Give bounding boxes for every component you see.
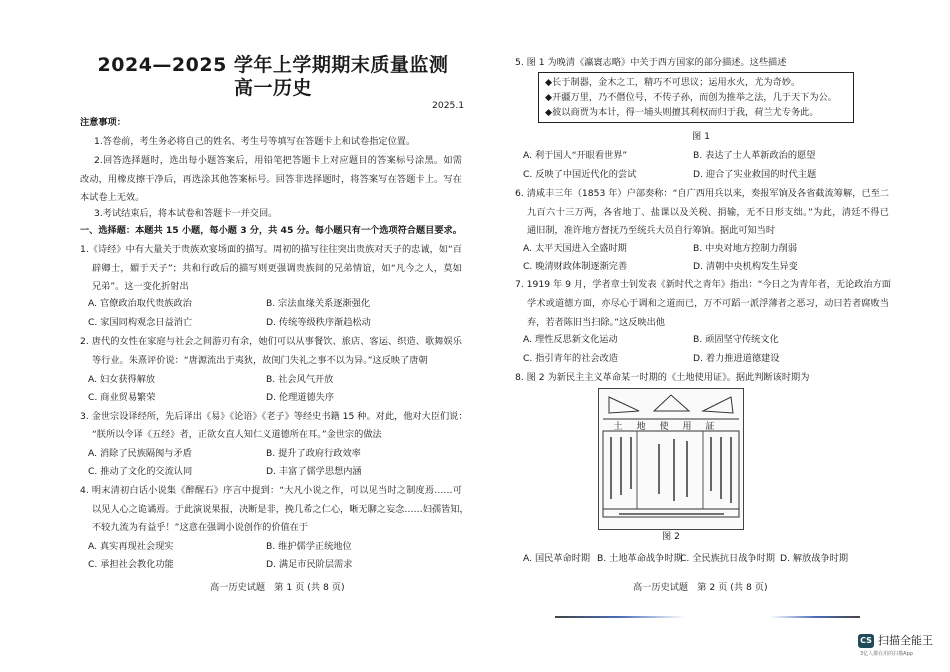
notice-heading: 注意事项： (80, 117, 126, 128)
page-footer: 高一历史试题 第 1 页 (共 8 页) (210, 582, 345, 593)
answer-option: C. 指引青年的社会改造 (523, 353, 618, 364)
answer-option: A. 真实再现社会现实 (88, 541, 174, 552)
scan-divider (770, 616, 860, 618)
question-text: 1.《诗经》中有大量关于贵族欢宴场面的描写。周初的描写往往突出贵族对天子的忠诚，如“百 (80, 244, 462, 255)
answer-option: D. 满足市民阶层需求 (266, 559, 353, 570)
question-text: 5. 图 1 为晚清《瀛寰志略》中关于西方国家的部分描述。这些描述 (515, 57, 787, 68)
certificate-title: 土地使用証 (613, 422, 729, 432)
figure-1-quote: ◆彼以商贾为本计，得一埔头则擅其利权而归于我，荷兰尤专务此。 (545, 107, 819, 118)
answer-option: A. 利于国人“开眼看世界” (523, 150, 628, 161)
question-text: 7. 1919 年 9 月，学者章士钊发表《新时代之青年》指出：“今日之为青年者，无论政治方面 (515, 279, 891, 290)
answer-option: A. 妇女获得解放 (88, 374, 156, 385)
answer-option: C. 承担社会教化功能 (88, 559, 174, 570)
answer-option: D. 着力推进道德建设 (693, 353, 780, 364)
question-text: 2. 唐代的女性在家庭与社会之间游刃有余，她们可以从事餐饮、旅店、客运、织造、歌舞娱乐 (80, 336, 462, 347)
question-text: 学术或道德方面，亦尽心于调和之道而已，万不可蹈一派浮薄者之恶习，动曰若者腐败当 (527, 298, 889, 309)
answer-option: D. 伦理道德失序 (266, 392, 335, 403)
answer-option: B. 中央对地方控制力削弱 (693, 243, 798, 254)
exam-title: 2024—2025 学年上学期期末质量监测 (97, 54, 449, 76)
figure-caption: 图 1 (692, 131, 710, 142)
answer-option: C. 商业贸易繁荣 (88, 392, 156, 403)
answer-option: B. 表达了士人革新政治的愿望 (693, 150, 816, 161)
answer-option: C. 全民族抗日战争时期 (680, 553, 775, 564)
question-text: 兄弟”。这一变化折射出 (92, 281, 189, 292)
notice-line: 改动，用橡皮擦干净后，再选涂其他答案标号。回答非选择题时，将答案写在答题卡上。写在 (80, 174, 462, 185)
answer-option: C. 家国同构观念日益消亡 (88, 317, 193, 328)
answer-option: D. 清朝中央机构发生异变 (693, 261, 798, 272)
question-text: 4. 明末清初白话小说集《醉醒石》序言中提到：“大凡小说之作，可以见当时之制度焉……可 (80, 485, 462, 496)
question-text: 通旧制，准许地方督抚乃至统兵大员自行筹饷。据此可知当时 (527, 225, 776, 236)
notice-line: 2.回答选择题时，选出每小题答案后，用铅笔把答题卡上对应题目的答案标号涂黑。如需 (94, 155, 462, 166)
answer-option: A. 国民革命时期 (523, 553, 591, 564)
answer-option: B. 土地革命战争时期 (597, 553, 683, 564)
question-text: 辟卿士，媚于天子”；共和行政后的描写则更强调贵族间的兄弟情谊，如“凡今之人，莫如 (92, 263, 462, 274)
notice-line: 1.答卷前，考生务必将自己的姓名、考生号等填写在答题卡上和试卷指定位置。 (94, 136, 416, 147)
answer-option: C. 推动了文化的交流认同 (88, 466, 193, 477)
answer-option: D. 迎合了实业救国的时代主题 (693, 169, 817, 180)
exam-date: 2025.1 (432, 100, 465, 111)
figure-1-quote: ◆开疆万里，乃不僭位号，不传子孙，而创为推举之法，几于天下为公。 (545, 92, 837, 103)
scan-divider (555, 616, 685, 618)
question-text: “朕所以令译《五经》者，正欲女直人知仁义道德所在耳。”金世宗的做法 (92, 429, 382, 440)
answer-option: B. 顽固坚守传统文化 (693, 334, 779, 345)
question-text: 九百六十三万两，各省地丁、盐课以及关税、捐输，无不日形支绌。”为此，清廷不得已 (527, 207, 889, 218)
answer-option: B. 维护儒学正统地位 (266, 541, 352, 552)
figure-1-quote: ◆长于制器，金木之工，精巧不可思议；运用水火，尤为奇妙。 (545, 77, 801, 88)
answer-option: B. 提升了政府行政效率 (266, 448, 361, 459)
page-footer: 高一历史试题 第 2 页 (共 8 页) (633, 582, 768, 593)
answer-option: A. 消除了民族隔阂与矛盾 (88, 448, 192, 459)
notice-line: 本试卷上无效。 (80, 192, 145, 203)
question-text: 3. 金世宗设译经所，先后译出《易》《论语》《老子》等经史书籍 15 种。对此，他对大臣们说： (80, 411, 468, 422)
camscanner-name: 扫描全能王 (878, 634, 933, 647)
figure-caption: 图 2 (662, 531, 680, 542)
answer-option: C. 反映了中国近代化的尝试 (523, 169, 637, 180)
question-text: 弃，若者陈旧当扫除。”这反映出他 (527, 317, 665, 328)
answer-option: A. 官僚政治取代贵族政治 (88, 298, 192, 309)
notice-line: 3.考试结束后，将本试卷和答题卡一并交回。 (94, 208, 278, 219)
figure-1-box (538, 72, 854, 123)
camscanner-logo: CS (858, 634, 874, 648)
answer-option: D. 解放战争时期 (780, 553, 849, 564)
answer-option: D. 传统等级秩序渐趋松动 (266, 317, 371, 328)
answer-option: D. 丰富了儒学思想内涵 (266, 466, 362, 477)
question-text: 6. 清咸丰三年（1853 年）户部奏称：“自广西用兵以来，奏报军饷及各省截流筹解，已至二 (515, 188, 889, 199)
answer-option: B. 社会风气开放 (266, 374, 334, 385)
answer-option: C. 晚清财政体制逐渐完善 (523, 261, 628, 272)
exam-subject: 高一历史 (233, 77, 312, 99)
answer-option: A. 理性反思新文化运动 (523, 334, 618, 345)
question-text: 8. 图 2 为新民主主义革命某一时期的《土地使用证》。据此判断该时期为 (515, 372, 810, 383)
question-text: 不较九流为有益乎！”这意在强调小说创作的价值在于 (92, 522, 309, 533)
question-text: 以见人心之诡谲焉。于此演说果报，决断是非，挽几希之仁心，晰无聊之妄念……妇孺皆知， (92, 504, 469, 515)
land-use-certificate-image (598, 388, 744, 530)
camscanner-tagline: 3亿人都在用的扫描App (860, 651, 913, 657)
answer-option: A. 太平天国进入全盛时期 (523, 243, 627, 254)
question-text: 等行业。朱熹评价说：“唐源流出于夷狄，故闺门失礼之事不以为异。”这反映了唐朝 (92, 355, 428, 366)
section-heading: 一、选择题：本题共 15 小题，每小题 3 分，共 45 分。每小题只有一个选项符合题目要求。 (80, 225, 462, 236)
answer-option: B. 宗法血缘关系逐渐强化 (266, 298, 371, 309)
